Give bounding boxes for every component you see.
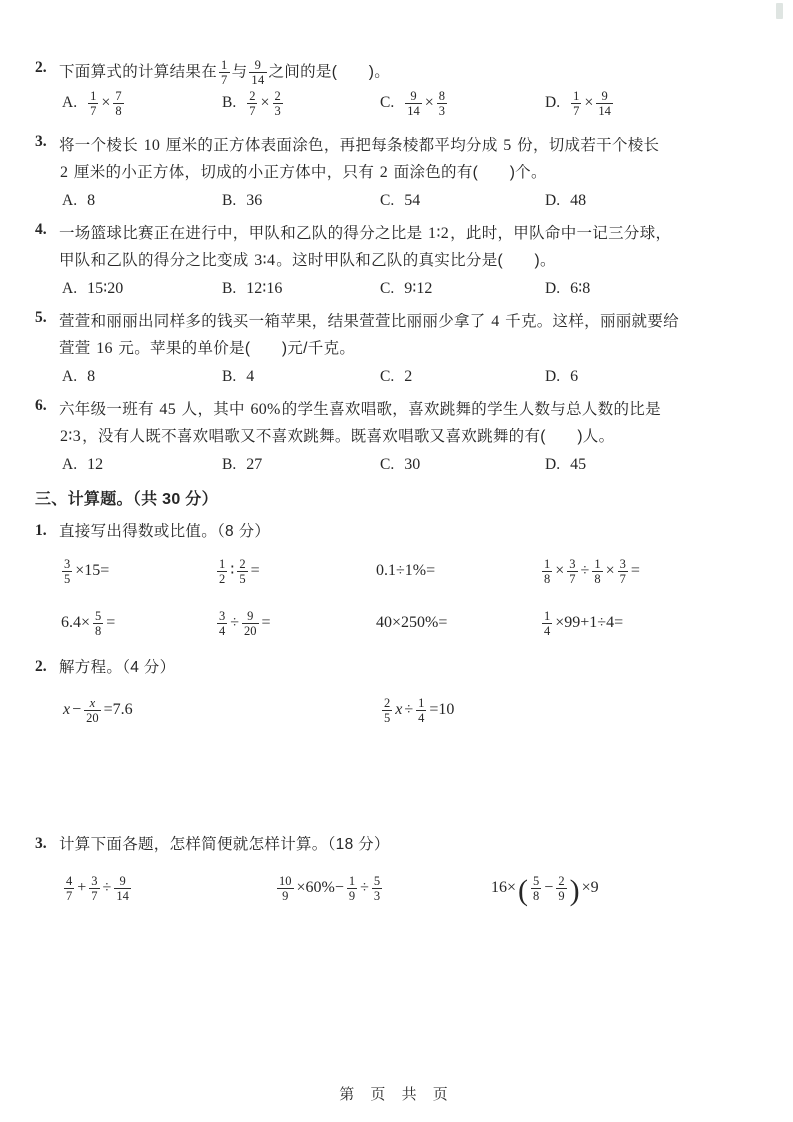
fraction <box>416 696 426 725</box>
math-text: 2 <box>379 164 389 181</box>
fraction <box>93 609 103 638</box>
fraction-numerator: 10 <box>279 873 292 888</box>
option <box>380 188 545 213</box>
text: 的学生喜欢唱歌，喜欢跳舞的学生人数与总人数的比是 <box>281 401 661 418</box>
fraction-numerator: 9 <box>249 58 266 73</box>
math-text: 3∶4 <box>254 252 276 269</box>
option <box>380 89 545 118</box>
math-text: ×60%− <box>296 879 344 896</box>
expression <box>540 551 765 591</box>
math-text: 6.4× <box>61 614 91 631</box>
fraction <box>542 557 552 586</box>
question-number: 5. <box>35 309 47 326</box>
fraction-denominator: 4 <box>544 623 551 638</box>
fraction <box>618 557 628 586</box>
math-text: 5 <box>503 137 512 154</box>
math-text: = <box>250 562 260 579</box>
fraction-numerator: 5 <box>533 873 540 888</box>
fraction-denominator: 5 <box>64 571 71 586</box>
math-text: ∶ <box>230 562 235 579</box>
fraction-denominator: 8 <box>95 623 102 638</box>
math-text: 2 <box>60 164 69 181</box>
fraction-numerator: 3 <box>64 556 71 571</box>
fraction-denominator: 9 <box>558 888 565 903</box>
fraction <box>249 58 266 87</box>
scan-artifact <box>776 3 783 19</box>
fraction-numerator: 3 <box>619 556 626 571</box>
option <box>222 364 380 389</box>
option-label: A. <box>62 192 78 209</box>
fraction-numerator: 5 <box>373 873 381 888</box>
fraction-denominator: 3 <box>373 888 381 903</box>
fraction-numerator: 2 <box>274 89 281 103</box>
question-stem-line <box>59 220 765 247</box>
math-text: x <box>63 701 71 718</box>
expression <box>60 551 215 591</box>
expression <box>215 603 375 643</box>
question-stem-line <box>59 308 765 335</box>
fraction-denominator: 9 <box>282 888 289 903</box>
fraction <box>247 89 257 118</box>
math-text: × <box>605 562 615 579</box>
option-label: B. <box>222 368 237 385</box>
expression <box>490 864 765 912</box>
fraction <box>567 557 577 586</box>
math-text: x <box>395 701 403 718</box>
math-text: − <box>544 879 554 896</box>
math-text: 12 <box>87 456 104 473</box>
math-text: 60% <box>250 401 281 418</box>
fraction-denominator: 4 <box>219 623 226 638</box>
fraction <box>219 58 230 87</box>
simplify-expressions-row <box>35 864 765 912</box>
fraction-numerator: 2 <box>239 556 246 571</box>
fraction-numerator: 5 <box>95 608 102 623</box>
math-text: × <box>424 94 434 112</box>
text: ，没有人既不喜欢唱歌又不喜欢跳舞。既喜欢唱歌又喜欢跳舞的有( )人。 <box>82 428 615 445</box>
option <box>62 89 222 118</box>
fraction-denominator: 8 <box>533 888 540 903</box>
math-text: 16× <box>491 879 517 896</box>
subquestion-simplify <box>35 832 765 858</box>
option <box>545 188 765 213</box>
text: 人，其中 <box>177 401 250 418</box>
math-text: 6∶8 <box>570 280 591 297</box>
fraction-denominator: 8 <box>115 104 122 118</box>
fraction-denominator: 20 <box>86 710 99 725</box>
calc-row <box>35 603 765 643</box>
fraction-numerator: 1 <box>544 608 551 623</box>
fraction <box>405 89 422 118</box>
fraction <box>437 89 447 118</box>
question-stem-line <box>59 335 765 362</box>
direct-calc-rows <box>35 551 765 643</box>
fraction-denominator: 7 <box>249 104 256 118</box>
math-text: − <box>72 701 82 718</box>
fraction-denominator: 9 <box>348 888 356 903</box>
math-text: ÷ <box>102 879 112 896</box>
option <box>222 89 380 118</box>
option <box>62 452 222 477</box>
question-body <box>59 58 765 118</box>
math-text: = <box>261 614 271 631</box>
fraction <box>592 557 602 586</box>
question-stem-line <box>59 132 765 159</box>
fraction-numerator: 1 <box>418 695 425 710</box>
expression <box>62 864 275 912</box>
math-text: 36 <box>246 192 263 209</box>
fraction-numerator: 2 <box>249 89 256 103</box>
question <box>35 220 765 301</box>
fraction <box>556 874 566 903</box>
fraction-numerator: 1 <box>221 58 228 72</box>
math-text: 1∶2 <box>428 225 450 242</box>
expression <box>215 551 375 591</box>
fraction-denominator: 8 <box>544 571 551 586</box>
fraction <box>89 874 99 903</box>
fraction <box>571 89 581 118</box>
fraction <box>62 557 72 586</box>
math-text: 12∶16 <box>246 280 283 297</box>
text: 厘米的正方体表面涂色，再把每条棱都平均分成 <box>161 137 503 154</box>
text: 六年级一班有 <box>59 401 159 418</box>
math-text: × <box>555 562 565 579</box>
fraction <box>84 696 101 725</box>
math-text: 45 <box>570 456 587 473</box>
text: 甲队和乙队的得分之比变成 <box>59 252 254 269</box>
fraction <box>596 89 613 118</box>
option-label: D. <box>545 456 561 473</box>
question-number: 3. <box>35 133 47 150</box>
math-text: = <box>106 614 116 631</box>
fraction-numerator: 1 <box>90 89 97 103</box>
subquestion-title: 解方程。（4 分） <box>59 659 176 676</box>
fraction-numerator: 7 <box>115 89 122 103</box>
question <box>35 396 765 477</box>
option-label: A. <box>62 368 78 385</box>
math-text: 45 <box>159 401 177 418</box>
options-row <box>59 452 765 477</box>
fraction-numerator: 1 <box>573 89 580 103</box>
question-stem-line <box>59 58 765 87</box>
math-text: 30 <box>404 456 421 473</box>
equation <box>62 689 380 731</box>
fraction <box>237 557 247 586</box>
fraction-numerator: 1 <box>594 556 601 571</box>
math-text: × <box>101 94 111 112</box>
fraction-numerator: x <box>84 696 101 711</box>
option-label: B. <box>222 192 237 209</box>
math-text: = <box>630 562 640 579</box>
expression <box>540 603 765 643</box>
fraction-denominator: 7 <box>66 888 73 903</box>
option <box>62 188 222 213</box>
option <box>545 364 765 389</box>
math-text: 8 <box>87 192 96 209</box>
fraction-numerator: 9 <box>114 874 131 889</box>
option <box>545 89 765 118</box>
option <box>62 364 222 389</box>
options-row <box>59 276 765 301</box>
fraction-numerator: 4 <box>66 873 73 888</box>
option <box>380 452 545 477</box>
equation <box>380 689 765 731</box>
text: 一场篮球比赛正在进行中，甲队和乙队的得分之比是 <box>59 225 428 242</box>
text: 份，切成若干个棱长 <box>512 137 660 154</box>
options-row <box>59 89 765 118</box>
section-heading: 三、计算题。（共 30 分） <box>35 491 218 508</box>
fraction <box>113 89 123 118</box>
subquestion-number: 3. <box>35 835 47 852</box>
math-text: 6 <box>570 368 579 385</box>
text: 面涂色的有( )个。 <box>389 164 547 181</box>
math-text: ×99+1÷4= <box>555 614 624 631</box>
text: 之间的是( )。 <box>268 63 391 81</box>
text: 元。苹果的单价是( )元/千克。 <box>113 340 356 357</box>
paren: ) <box>569 874 580 908</box>
fraction-numerator: 2 <box>558 873 565 888</box>
fraction-numerator: 3 <box>569 556 576 571</box>
fraction-denominator: 5 <box>239 571 246 586</box>
question-body <box>59 396 765 477</box>
question-stem-line <box>59 423 765 450</box>
math-text: 2 <box>404 368 413 385</box>
fraction-denominator: 4 <box>418 710 425 725</box>
subquestion-direct-calc <box>35 519 765 545</box>
math-text: ÷ <box>580 562 590 579</box>
fraction-denominator: 2 <box>219 571 226 586</box>
option <box>545 276 765 301</box>
math-text: 48 <box>570 192 587 209</box>
math-text: 8 <box>87 368 96 385</box>
option <box>545 452 765 477</box>
expression <box>275 864 490 912</box>
math-text: ÷ <box>230 614 240 631</box>
math-text: 4 <box>246 368 255 385</box>
math-text: × <box>260 94 270 112</box>
option-label: C. <box>380 94 395 112</box>
fraction <box>347 874 357 903</box>
subquestion-number: 1. <box>35 522 47 539</box>
fraction-numerator: 9 <box>405 89 422 104</box>
question <box>35 132 765 213</box>
options-row <box>59 188 765 213</box>
option <box>222 452 380 477</box>
calc-row <box>35 551 765 591</box>
option-label: A. <box>62 280 78 297</box>
fraction-denominator: 7 <box>569 571 576 586</box>
math-text: 2∶3 <box>60 428 82 445</box>
text: ，此时，甲队命中一记三分球， <box>450 225 672 242</box>
math-text: 40×250%= <box>376 614 448 631</box>
question <box>35 58 765 118</box>
question-stem-line <box>59 159 765 186</box>
fraction-numerator: 3 <box>219 608 226 623</box>
fraction-denominator: 7 <box>221 73 228 87</box>
fraction-denominator: 3 <box>438 104 445 118</box>
fraction-numerator: 9 <box>596 89 613 104</box>
question-number: 2. <box>35 59 47 76</box>
fraction <box>382 696 392 725</box>
fraction-numerator: 1 <box>544 556 551 571</box>
blank-workspace <box>35 731 765 826</box>
text: 萱萱和丽丽出同样多的钱买一箱苹果，结果萱萱比丽丽少拿了 <box>59 313 491 330</box>
math-text: 0.1÷1%= <box>376 562 436 579</box>
fraction-denominator: 8 <box>594 571 601 586</box>
text: 厘米的小正方体，切成的小正方体中，只有 <box>69 164 379 181</box>
fraction <box>217 557 227 586</box>
question-number: 6. <box>35 397 47 414</box>
option-label: D. <box>545 94 561 112</box>
math-text: 16 <box>96 340 113 357</box>
fraction <box>242 609 259 638</box>
fraction-denominator: 20 <box>244 623 257 638</box>
fraction-denominator: 3 <box>274 104 281 118</box>
math-text: 10 <box>143 137 161 154</box>
option <box>380 276 545 301</box>
fraction-numerator: 9 <box>242 609 259 624</box>
choice-questions <box>35 58 765 477</box>
math-text: ×9 <box>581 879 599 896</box>
option-label: B. <box>222 280 237 297</box>
subquestion-title: 直接写出得数或比值。（8 分） <box>59 523 271 540</box>
option-label: B. <box>222 456 237 473</box>
fraction <box>372 874 382 903</box>
fraction-numerator: 8 <box>438 89 445 103</box>
fraction <box>88 89 98 118</box>
question-number: 4. <box>35 221 47 238</box>
math-text: 54 <box>404 192 421 209</box>
fraction <box>273 89 283 118</box>
expression <box>375 551 540 591</box>
math-text: 15∶20 <box>87 280 124 297</box>
question <box>35 308 765 389</box>
equations-row <box>35 689 765 731</box>
text: 与 <box>231 63 248 81</box>
paren: ( <box>518 874 529 908</box>
options-row <box>59 364 765 389</box>
fraction-numerator: 1 <box>219 556 226 571</box>
option <box>380 364 545 389</box>
expression <box>375 603 540 643</box>
fraction-denominator: 14 <box>598 104 611 118</box>
option-label: D. <box>545 368 561 385</box>
option-label: D. <box>545 192 561 209</box>
option-label: C. <box>380 368 395 385</box>
question-stem-line <box>59 247 765 274</box>
text: 。这时甲队和乙队的真实比分是( )。 <box>276 252 556 269</box>
fraction-denominator: 5 <box>384 710 391 725</box>
option <box>62 276 222 301</box>
option-label: C. <box>380 192 395 209</box>
fraction-denominator: 14 <box>251 73 265 87</box>
expression <box>60 603 215 643</box>
fraction-denominator: 7 <box>91 888 98 903</box>
option <box>222 276 380 301</box>
subquestion-title: 计算下面各题，怎样简便就怎样计算。（18 分） <box>59 836 390 853</box>
subquestion-number: 2. <box>35 658 47 675</box>
math-text: 4 <box>491 313 500 330</box>
subquestion-equations <box>35 655 765 681</box>
math-text: ×15= <box>75 562 110 579</box>
fraction <box>277 874 294 903</box>
fraction <box>114 874 131 903</box>
math-text: × <box>584 94 594 112</box>
option-label: C. <box>380 280 395 297</box>
fraction-numerator: 1 <box>348 873 356 888</box>
option <box>222 188 380 213</box>
fraction-denominator: 7 <box>619 571 626 586</box>
fraction-denominator: 7 <box>573 104 580 118</box>
fraction-denominator: 7 <box>90 104 97 118</box>
option-label: A. <box>62 94 78 112</box>
fraction <box>217 609 227 638</box>
question-stem-line <box>59 396 765 423</box>
text: 将一个棱长 <box>59 137 143 154</box>
text: 千克。这样，丽丽就要给 <box>500 313 679 330</box>
text: 萱萱 <box>59 340 96 357</box>
option-label: C. <box>380 456 395 473</box>
fraction-numerator: 3 <box>91 873 98 888</box>
option-label: B. <box>222 94 237 112</box>
math-text: + <box>77 879 87 896</box>
fraction <box>542 609 552 638</box>
question-body <box>59 132 765 213</box>
text: 下面算式的计算结果在 <box>59 63 218 81</box>
fraction <box>531 874 541 903</box>
question-body <box>59 308 765 389</box>
fraction-denominator: 14 <box>116 888 129 903</box>
math-text: =10 <box>429 701 455 718</box>
fraction <box>64 874 74 903</box>
math-text: ÷ <box>360 879 369 896</box>
option-label: A. <box>62 456 78 473</box>
math-text: ÷ <box>404 701 414 718</box>
fraction-denominator: 14 <box>407 104 420 118</box>
question-body <box>59 220 765 301</box>
option-label: D. <box>545 280 561 297</box>
math-text: =7.6 <box>103 701 133 718</box>
page-footer: 第 页 共 页 <box>339 1086 454 1103</box>
math-text: 9∶12 <box>404 280 433 297</box>
fraction-numerator: 2 <box>384 695 391 710</box>
math-text: 27 <box>246 456 263 473</box>
